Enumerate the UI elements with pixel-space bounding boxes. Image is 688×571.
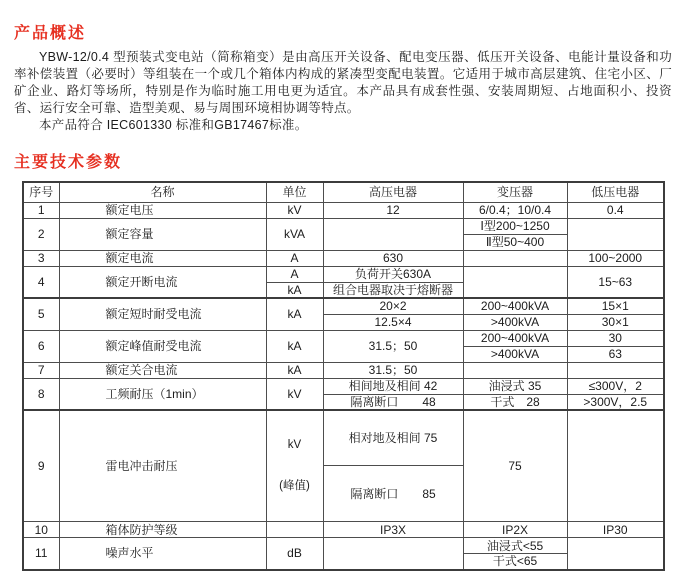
table-row bbox=[23, 410, 664, 466]
cell-hv: 12 bbox=[323, 202, 463, 218]
cell-transformer: 6/0.4；10/0.4 bbox=[463, 202, 567, 218]
cell-hv: 12.5×4 bbox=[323, 314, 463, 330]
cell-transformer bbox=[463, 362, 567, 378]
table-row bbox=[23, 362, 664, 378]
cell-unit: kA bbox=[266, 362, 323, 378]
table-row bbox=[23, 250, 664, 266]
table-row bbox=[23, 218, 664, 234]
cell-transformer: 200~400kVA bbox=[463, 330, 567, 346]
cell-name: 额定短时耐受电流 bbox=[59, 298, 266, 330]
cell-unit: kVA bbox=[266, 218, 323, 250]
parameters-table bbox=[22, 181, 665, 571]
cell-transformer: 油浸式 35 bbox=[463, 378, 567, 394]
cell-hv: 31.5；50 bbox=[323, 362, 463, 378]
cell-hv: 隔离断口 48 bbox=[323, 394, 463, 410]
cell-hv: 31.5；50 bbox=[323, 330, 463, 362]
cell-unit: kV bbox=[266, 202, 323, 218]
cell-name: 额定开断电流 bbox=[59, 266, 266, 298]
table-row bbox=[23, 266, 664, 282]
unit-line-1: kV bbox=[287, 439, 302, 451]
cell-name: 噪声水平 bbox=[59, 538, 266, 570]
cell-transformer: >400kVA bbox=[463, 314, 567, 330]
cell-lv: 30 bbox=[567, 330, 664, 346]
unit-line-2: (峰值) bbox=[279, 480, 310, 492]
cell-index: 8 bbox=[23, 378, 59, 410]
cell-transformer: 干式<65 bbox=[463, 554, 567, 570]
column-header-name: 名称 bbox=[59, 182, 266, 202]
cell-name: 工频耐压（1min） bbox=[59, 378, 266, 410]
table-row bbox=[23, 538, 664, 554]
cell-hv: 负荷开关630A bbox=[323, 266, 463, 282]
cell-lv bbox=[567, 538, 664, 570]
cell-name: 额定关合电流 bbox=[59, 362, 266, 378]
cell-transformer: 75 bbox=[463, 410, 567, 522]
table-row bbox=[23, 522, 664, 538]
column-header-lv: 低压电器 bbox=[567, 182, 664, 202]
cell-lv: 63 bbox=[567, 346, 664, 362]
cell-unit: kV bbox=[266, 378, 323, 410]
cell-hv: 相间地及相间 42 bbox=[323, 378, 463, 394]
cell-name: 雷电冲击耐压 bbox=[59, 410, 266, 522]
cell-unit: A bbox=[266, 250, 323, 266]
cell-lv: 15~63 bbox=[567, 266, 664, 298]
column-header-unit: 单位 bbox=[266, 182, 323, 202]
cell-hv: 组合电器取决于熔断器 bbox=[323, 282, 463, 298]
column-header-hv: 高压电器 bbox=[323, 182, 463, 202]
cell-transformer: >400kVA bbox=[463, 346, 567, 362]
cell-transformer: IP2X bbox=[463, 522, 567, 538]
cell-unit: kA bbox=[266, 282, 323, 298]
cell-hv: 630 bbox=[323, 250, 463, 266]
column-header-index: 序号 bbox=[23, 182, 59, 202]
cell-lv bbox=[567, 218, 664, 250]
cell-lv: 100~2000 bbox=[567, 250, 664, 266]
cell-unit: kA bbox=[266, 298, 323, 330]
cell-transformer: 200~400kVA bbox=[463, 298, 567, 314]
column-header-transformer: 变压器 bbox=[463, 182, 567, 202]
cell-hv: 隔离断口 85 bbox=[323, 466, 463, 522]
cell-transformer: Ⅱ型50~400 bbox=[463, 234, 567, 250]
cell-hv: 相对地及相间 75 bbox=[323, 410, 463, 466]
table-header-row bbox=[23, 182, 664, 202]
cell-index: 3 bbox=[23, 250, 59, 266]
cell-hv: IP3X bbox=[323, 522, 463, 538]
cell-index: 6 bbox=[23, 330, 59, 362]
cell-index: 9 bbox=[23, 410, 59, 522]
cell-name: 额定容量 bbox=[59, 218, 266, 250]
cell-unit bbox=[266, 410, 323, 522]
cell-transformer: Ⅰ型200~1250 bbox=[463, 218, 567, 234]
cell-name: 箱体防护等级 bbox=[59, 522, 266, 538]
table-row bbox=[23, 378, 664, 394]
cell-lv: >300V，2.5 bbox=[567, 394, 664, 410]
table-row bbox=[23, 330, 664, 346]
cell-lv bbox=[567, 362, 664, 378]
cell-transformer bbox=[463, 250, 567, 266]
cell-hv: 20×2 bbox=[323, 298, 463, 314]
cell-index: 1 bbox=[23, 202, 59, 218]
overview-paragraph: YBW-12/0.4 型预装式变电站（简称箱变）是由高压开关设备、配电变压器、低压开关设备、电能计量设备和功率补偿装置（必要时）等组装在一个或几个箱体内构成的紧凑型变配电装置。它适用于城市高层建筑、住宅小区、厂矿企业、路灯等场所，特别是作为临时施工用电更为适宜。本产品具有成套性强、安装周期短、占地面积小、投资省、运行安全可靠、造型美观、易与周围环境相协调等特点。 bbox=[14, 50, 672, 115]
cell-lv: 15×1 bbox=[567, 298, 664, 314]
cell-lv: 0.4 bbox=[567, 202, 664, 218]
cell-unit: dB bbox=[266, 538, 323, 570]
parameters-section-heading: 主要技术参数 bbox=[14, 154, 123, 171]
overview-section-heading: 产品概述 bbox=[14, 25, 87, 42]
cell-unit: kA bbox=[266, 330, 323, 362]
cell-index: 10 bbox=[23, 522, 59, 538]
cell-lv: 30×1 bbox=[567, 314, 664, 330]
table-row bbox=[23, 298, 664, 314]
cell-lv: IP30 bbox=[567, 522, 664, 538]
cell-index: 7 bbox=[23, 362, 59, 378]
cell-lv bbox=[567, 410, 664, 522]
cell-index: 11 bbox=[23, 538, 59, 570]
cell-index: 4 bbox=[23, 266, 59, 298]
cell-hv bbox=[323, 538, 463, 570]
cell-transformer: 油浸式<55 bbox=[463, 538, 567, 554]
cell-unit bbox=[266, 522, 323, 538]
cell-hv bbox=[323, 218, 463, 250]
cell-index: 2 bbox=[23, 218, 59, 250]
cell-unit: A bbox=[266, 266, 323, 282]
cell-lv: ≤300V，2 bbox=[567, 378, 664, 394]
cell-name: 额定电流 bbox=[59, 250, 266, 266]
standards-paragraph: 本产品符合 IEC601330 标准和GB17467标准。 bbox=[39, 118, 308, 132]
cell-index: 5 bbox=[23, 298, 59, 330]
cell-name: 额定电压 bbox=[59, 202, 266, 218]
cell-transformer bbox=[463, 266, 567, 298]
cell-name: 额定峰值耐受电流 bbox=[59, 330, 266, 362]
cell-transformer: 干式 28 bbox=[463, 394, 567, 410]
table-row bbox=[23, 202, 664, 218]
